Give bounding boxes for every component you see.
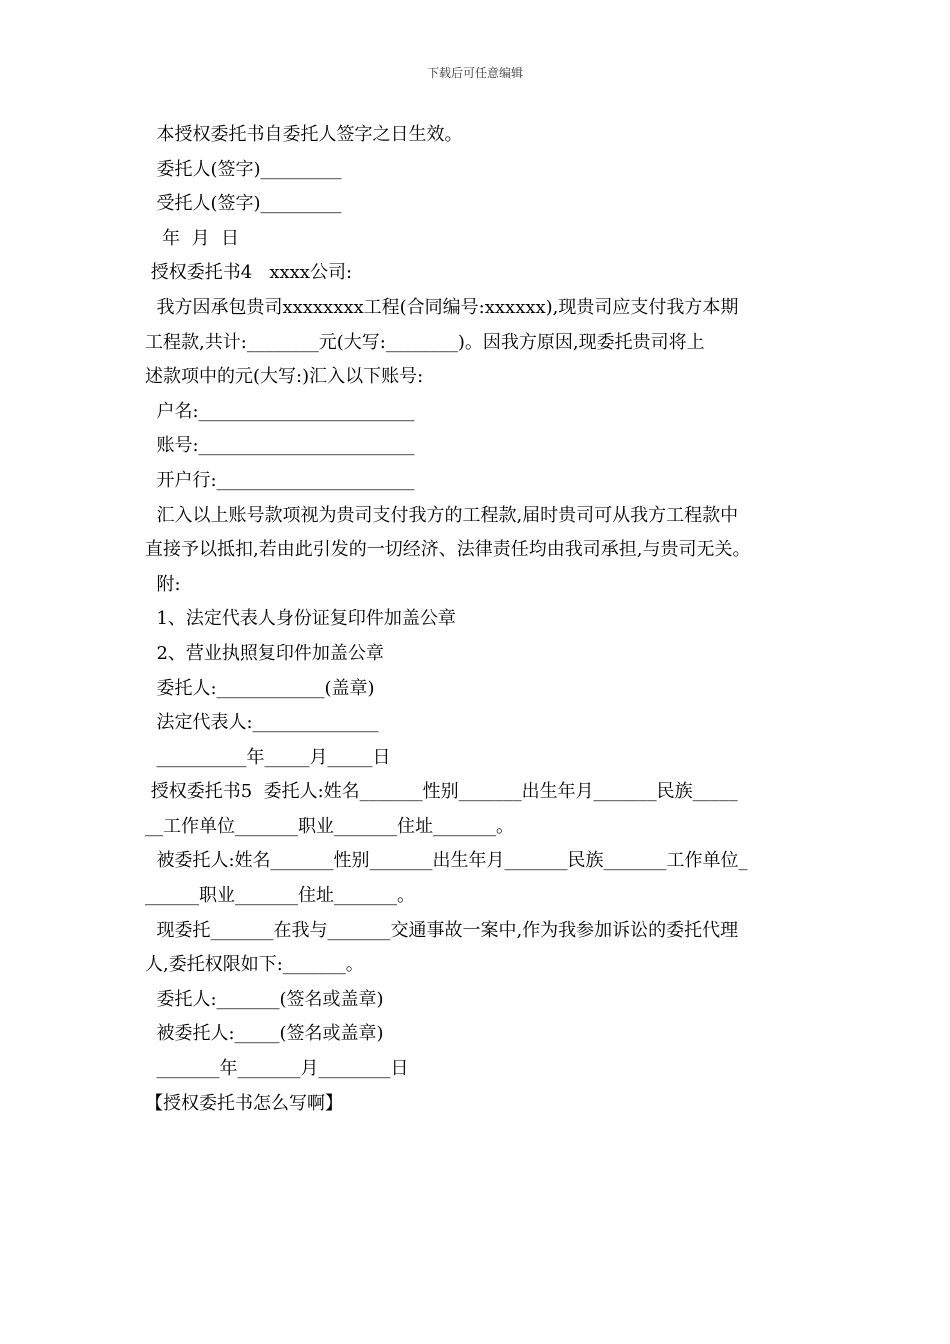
agent-sign-line-3: 被委托人:_____(签名或盖章): [145, 1023, 384, 1045]
legal-representative-line: 法定代表人:______________: [145, 712, 379, 734]
paragraph-payment-line-2: 直接予以抵扣,若由此引发的一切经济、法律责任均由我司承担,与贵司无关。: [145, 539, 751, 561]
section-title-5: 授权委托书5 委托人:姓名_______性别_______出生年月_______民族_____: [145, 781, 738, 803]
principal-seal-line: 委托人:____________(盖章): [145, 677, 375, 699]
paragraph-authorization-line-2: 人,委托权限如下:_______。: [145, 954, 364, 976]
paragraph-contract-line-2: 工程款,共计:________元(大写:________)。因我方原因,现委托贵司将上: [145, 331, 705, 353]
date-line-2: __________年_____月_____日: [145, 746, 391, 768]
paragraph-authorization-line-1: 现委托_______在我与_______交通事故一案中,作为我参加诉讼的委托代理: [145, 919, 739, 941]
paragraph-effective-clause: 本授权委托书自委托人签字之日生效。: [145, 124, 463, 145]
agent-info-line-2: ______职业_______住址_______。: [145, 885, 415, 907]
principal-sign-line-3: 委托人:_______(签名或盖章): [145, 988, 384, 1010]
section-title-4: 授权委托书4 xxxx公司:: [145, 262, 353, 284]
paragraph-payment-line-1: 汇入以上账号款项视为贵司支付我方的工程款,届时贵司可从我方工程款中: [145, 504, 739, 526]
principal-signature-line: 委托人(签字)_________: [145, 158, 342, 180]
paragraph-contract-line-1: 我方因承包贵司xxxxxxxx工程(合同编号:xxxxxx),现贵司应支付我方本期: [145, 296, 739, 318]
date-line-3: _______年_______月________日: [145, 1058, 409, 1080]
attachment-item-1: 1、法定代表人身份证复印件加盖公章: [145, 608, 456, 630]
account-number-field: 账号:________________________: [145, 435, 415, 457]
date-line: 年 月 日: [145, 227, 240, 249]
account-name-field: 户名:________________________: [145, 400, 415, 422]
closing-title: 【授权委托书怎么写啊】: [145, 1092, 343, 1114]
bank-field: 开户行:______________________: [145, 469, 415, 491]
agent-signature-line: 受托人(签字)_________: [145, 193, 342, 215]
paragraph-contract-line-3: 述款项中的元(大写:)汇入以下账号:: [145, 366, 424, 388]
agent-info-line-1: 被委托人:姓名_______性别_______出生年月_______民族_______工作单位_: [145, 850, 748, 872]
principal-info-continued: __工作单位_______职业_______住址_______。: [145, 815, 514, 837]
document-body: [145, 118, 810, 1121]
attachment-heading: 附:: [145, 573, 181, 595]
page-header: 下载后可任意编辑: [426, 66, 523, 80]
attachment-item-2: 2、营业执照复印件加盖公章: [145, 642, 384, 664]
